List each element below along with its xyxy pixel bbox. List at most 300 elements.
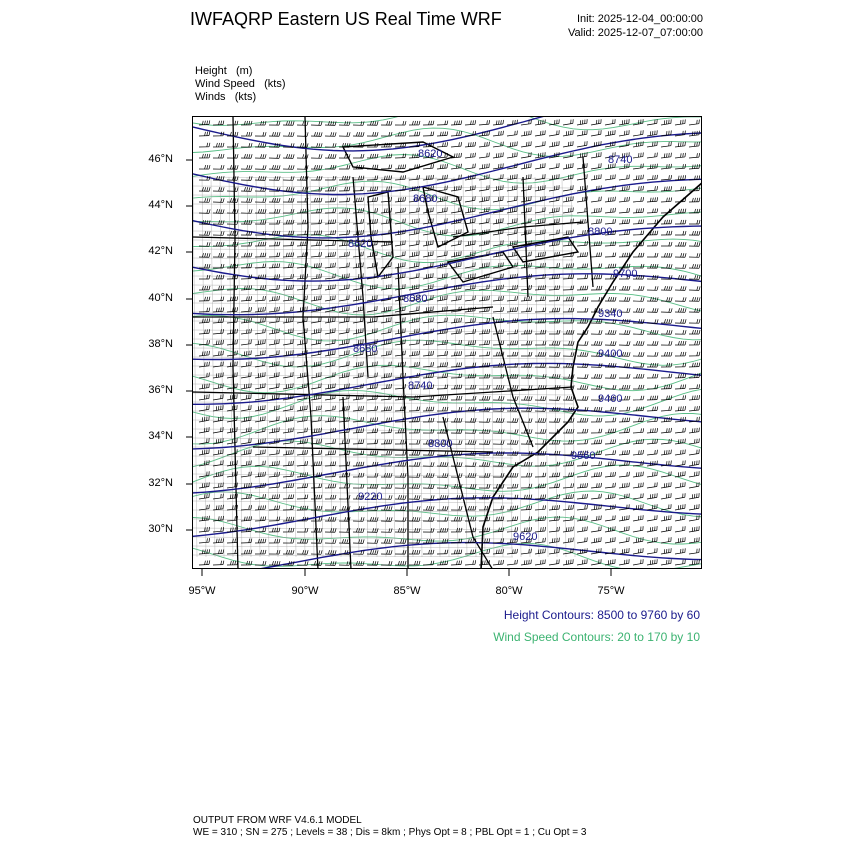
wind-barb-feather <box>613 385 614 389</box>
county-line <box>193 312 573 314</box>
wind-barb-shaft <box>605 145 615 147</box>
wind-barb-feather <box>460 295 462 299</box>
wind-barb <box>339 187 350 191</box>
wind-barb-feather <box>500 120 501 124</box>
wind-barb <box>478 240 490 246</box>
wind-barb <box>479 296 490 301</box>
wind-barb <box>409 351 420 356</box>
wind-barb-feather <box>205 198 206 202</box>
wind-barb <box>325 263 336 268</box>
variable-wind-speed <box>195 78 286 90</box>
wind-barb-feather <box>300 143 301 147</box>
wind-barb-feather <box>671 197 672 201</box>
wind-barb-feather <box>502 274 504 278</box>
wind-barb-feather <box>610 131 612 135</box>
wind-barb-feather <box>286 121 287 125</box>
wind-barb-feather <box>331 187 332 191</box>
wind-barb-feather <box>594 242 595 246</box>
wind-barb-feather <box>669 374 670 378</box>
wind-barb-feather <box>682 164 683 168</box>
wind-barb-feather <box>321 187 322 191</box>
wind-barb <box>381 175 392 180</box>
wind-barb-shaft <box>479 244 489 246</box>
wind-barb <box>675 264 686 268</box>
wind-barb-feather <box>669 363 670 367</box>
wind-barb-feather <box>219 275 220 279</box>
wind-barb-feather <box>526 230 528 234</box>
wind-barb <box>199 132 210 136</box>
wind-barb-shaft <box>479 289 489 290</box>
wind-barb-shaft <box>619 134 629 136</box>
wind-barb <box>352 328 364 334</box>
wind-barb-feather <box>682 120 684 124</box>
wind-barb-feather <box>250 350 252 354</box>
wind-barb-feather <box>335 252 336 256</box>
wind-barb-feather <box>611 275 612 279</box>
wind-barb-shaft <box>619 212 629 213</box>
wind-barb <box>689 253 700 257</box>
wind-barb-feather <box>458 329 459 333</box>
wind-barb <box>633 253 644 257</box>
wind-barb-shaft <box>493 311 503 312</box>
wind-barb-shaft <box>661 168 671 169</box>
wind-barb-feather <box>346 285 348 289</box>
wind-barb <box>633 352 644 356</box>
wind-barb-shaft <box>381 332 391 334</box>
wind-barb-feather <box>258 242 259 246</box>
wind-barb-feather <box>304 252 305 256</box>
wind-barb-feather <box>544 163 546 167</box>
wind-barb <box>576 141 588 147</box>
wind-barb-feather <box>500 219 502 223</box>
wind-barb <box>226 405 238 411</box>
wind-barb <box>282 307 293 312</box>
wind-barb <box>282 328 293 334</box>
wind-barb-feather <box>544 130 546 134</box>
wind-barb-feather <box>221 187 222 191</box>
wind-barb-feather <box>613 330 614 334</box>
wind-barb-feather <box>587 374 588 378</box>
wind-barb <box>478 285 489 290</box>
wind-barb-shaft <box>465 333 475 334</box>
wind-barb-feather <box>319 154 320 158</box>
wind-barb-feather <box>636 242 637 246</box>
wind-barb-shaft <box>311 354 321 356</box>
wind-barb-feather <box>286 253 287 257</box>
wind-barb-feather <box>517 296 518 300</box>
wind-barb-shaft <box>423 244 433 246</box>
wind-barb-feather <box>234 340 235 344</box>
wind-barb-feather <box>360 230 361 234</box>
wind-barb <box>255 165 266 169</box>
wind-barb-feather <box>456 132 457 136</box>
wind-barb-feather <box>321 230 322 234</box>
wind-barb <box>689 153 700 158</box>
wind-barb-feather <box>249 165 250 169</box>
wind-barb-shaft <box>661 123 671 125</box>
wind-barb <box>590 197 601 202</box>
wind-barb-feather <box>685 275 686 279</box>
wind-barb-feather <box>250 383 252 387</box>
wind-barb-feather <box>642 152 644 156</box>
wind-barb <box>283 121 294 125</box>
wind-barb <box>381 373 392 378</box>
wind-barb-feather <box>318 384 320 388</box>
wind-barb-feather <box>668 131 670 135</box>
wind-barb <box>591 264 602 268</box>
wind-barb-feather <box>641 286 642 290</box>
wind-barb-feather <box>516 263 518 267</box>
wind-barb-feather <box>356 296 358 300</box>
wind-barb-shaft <box>549 189 559 191</box>
wind-barb <box>450 251 462 257</box>
wind-barb <box>352 372 363 378</box>
wind-barb-feather <box>640 175 641 179</box>
wind-barb-feather <box>680 142 681 146</box>
wind-barb-feather <box>611 374 612 378</box>
wind-barb-feather <box>415 121 416 125</box>
wind-barb-feather <box>237 132 238 136</box>
wind-barb-feather <box>652 175 653 179</box>
wind-barb-feather <box>626 208 627 212</box>
wind-barb <box>352 252 363 257</box>
wind-barb-feather <box>487 396 488 400</box>
wind-barb <box>423 407 434 411</box>
wind-barb <box>254 394 266 400</box>
wind-barb-feather <box>643 186 644 190</box>
wind-barb <box>381 165 392 169</box>
wind-barb-feather <box>699 153 700 157</box>
wind-barb-feather <box>678 143 679 147</box>
wind-barb-feather <box>216 406 218 410</box>
wind-barb-feather <box>570 120 572 124</box>
wind-barb-feather <box>426 241 428 245</box>
wind-barb-feather <box>587 263 588 267</box>
wind-barb-feather <box>488 142 489 146</box>
wind-barb <box>241 296 252 301</box>
wind-barb-shaft <box>213 355 223 356</box>
wind-barb-shaft <box>647 201 657 202</box>
wind-barb-shaft <box>199 322 209 323</box>
wind-barb-feather <box>346 274 348 278</box>
wind-barb-feather <box>216 275 217 279</box>
wind-barb-feather <box>458 241 460 245</box>
wind-barb <box>241 176 252 180</box>
wind-barb-feather <box>664 319 665 323</box>
wind-barb-feather <box>625 385 626 389</box>
wind-barb-feather <box>556 208 558 212</box>
wind-barb-feather <box>468 241 470 245</box>
wind-barb-feather <box>685 253 686 257</box>
wind-barb-shaft <box>591 212 601 213</box>
wind-barb-feather <box>458 296 460 300</box>
wind-barb-feather <box>456 197 458 201</box>
wind-barb-shaft <box>563 278 573 279</box>
wind-barb <box>661 297 672 301</box>
wind-barb-shaft <box>353 399 363 400</box>
wind-barb-feather <box>377 197 378 201</box>
wind-barb <box>255 318 266 323</box>
wind-barb-feather <box>290 362 292 366</box>
wind-barb-feather <box>697 352 698 356</box>
wind-barb-feather <box>390 317 392 321</box>
wind-barb-feather <box>456 363 457 367</box>
wind-barb-shaft <box>227 300 237 301</box>
wind-barb <box>478 185 490 191</box>
wind-barb-feather <box>624 120 626 124</box>
wind-barb-feather <box>610 242 611 246</box>
wind-barb-feather <box>442 132 443 136</box>
wind-barb <box>353 406 364 411</box>
wind-barb-feather <box>528 142 530 146</box>
wind-barb-feather <box>657 175 658 179</box>
wind-barb <box>675 142 686 147</box>
wind-barb-feather <box>475 396 476 400</box>
wind-barb-feather <box>291 154 292 158</box>
wind-barb-feather <box>237 154 238 158</box>
wind-barb-feather <box>456 153 457 157</box>
wind-barb-feather <box>404 351 406 355</box>
wind-barb-feather <box>432 240 434 244</box>
wind-barb-feather <box>627 253 628 257</box>
wind-barb <box>381 384 392 389</box>
wind-barb-shaft <box>591 256 601 257</box>
wind-barb-feather <box>293 121 294 125</box>
wind-barb <box>422 251 434 257</box>
wind-barb-feather <box>571 308 572 312</box>
wind-barb-feather <box>235 165 236 169</box>
wind-barb-feather <box>277 198 278 202</box>
wind-barb-feather <box>655 352 656 356</box>
wind-barb-feather <box>306 317 308 321</box>
wind-barb-feather <box>528 208 530 212</box>
wind-barb <box>241 307 252 312</box>
wind-barb-shaft <box>325 289 335 290</box>
wind-barb-feather <box>459 396 460 400</box>
wind-barb <box>619 208 630 213</box>
wind-barb-shaft <box>339 354 349 356</box>
wind-barb-feather <box>430 175 431 179</box>
wind-barb <box>381 121 392 125</box>
wind-barb-feather <box>403 121 404 125</box>
wind-barb <box>647 406 658 411</box>
wind-barb <box>478 163 489 169</box>
wind-barb <box>311 132 322 136</box>
wind-barb-feather <box>515 341 516 345</box>
wind-barb-feather <box>279 176 280 180</box>
wind-barb-feather <box>626 120 628 124</box>
wind-barb-feather <box>290 274 291 278</box>
wind-barb-feather <box>515 374 516 378</box>
wind-barb <box>661 319 672 323</box>
wind-barb-feather <box>597 374 598 378</box>
wind-barb-feather <box>459 351 460 355</box>
wind-barb <box>577 308 588 312</box>
wind-barb-feather <box>528 131 530 135</box>
wind-barb-shaft <box>255 398 265 400</box>
wind-barb-feather <box>682 175 683 179</box>
wind-barb-feather <box>209 253 210 257</box>
wind-barb-feather <box>587 297 588 301</box>
variable-unit: (m) <box>235 65 253 77</box>
wind-barb-shaft <box>675 168 685 169</box>
wind-barb-feather <box>685 341 686 345</box>
wind-barb-feather <box>386 351 388 355</box>
wind-barb-feather <box>569 297 570 301</box>
wind-barb-feather <box>566 164 568 168</box>
wind-barb-feather <box>276 340 278 344</box>
wind-barb-shaft <box>689 146 699 147</box>
wind-barb-feather <box>528 175 530 179</box>
wind-barb-feather <box>278 307 279 311</box>
wind-barb-feather <box>418 306 420 310</box>
wind-barb-feather <box>305 209 306 213</box>
wind-barb-feather <box>258 340 260 344</box>
wind-barb <box>619 407 630 411</box>
wind-barb-shaft <box>381 366 391 367</box>
wind-barb-feather <box>471 374 472 378</box>
wind-barb-feather <box>430 318 432 322</box>
wind-barb <box>423 351 434 356</box>
wind-barb-feather <box>669 341 670 345</box>
wind-barb-feather <box>318 296 320 300</box>
wind-barb-feather <box>335 198 336 202</box>
wind-barb-feather <box>572 163 574 167</box>
wind-barb-feather <box>568 142 570 146</box>
wind-barb-feather <box>460 240 462 244</box>
wind-barb-feather <box>272 132 273 136</box>
wind-barb-feather <box>614 174 616 178</box>
wind-barb-feather <box>667 286 668 290</box>
wind-barb-feather <box>697 319 698 323</box>
wind-barb-feather <box>258 209 259 213</box>
wind-barb-feather <box>272 329 274 333</box>
wind-barb-feather <box>582 264 583 268</box>
wind-barb <box>520 141 531 147</box>
wind-barb-shaft <box>367 223 377 224</box>
wind-barb-feather <box>237 198 238 202</box>
wind-barb-feather <box>415 132 416 136</box>
wind-barb-feather <box>664 154 665 158</box>
wind-barb <box>535 352 546 356</box>
wind-barb-feather <box>236 383 238 387</box>
wind-barb-feather <box>373 165 374 169</box>
wind-barb <box>590 119 602 125</box>
wind-barb-shaft <box>325 399 335 400</box>
wind-barb-feather <box>682 142 683 146</box>
wind-barb-feather <box>655 220 656 224</box>
wind-barb-feather <box>652 396 653 400</box>
wind-barb-feather <box>208 362 209 366</box>
wind-barb-shaft <box>465 200 475 202</box>
wind-barb-feather <box>332 252 333 256</box>
wind-barb-feather <box>472 285 474 289</box>
wind-barb-feather <box>237 121 238 125</box>
wind-barb-feather <box>291 242 292 246</box>
wind-barb-feather <box>316 406 318 410</box>
wind-barb-feather <box>250 340 252 344</box>
wind-barb-feather <box>430 230 432 234</box>
wind-barb-feather <box>472 153 473 157</box>
wind-barb-feather <box>274 340 276 344</box>
wind-barb-feather <box>205 154 206 158</box>
wind-barb-feather <box>554 219 556 223</box>
wind-barb-feather <box>664 253 665 257</box>
wind-barb-shaft <box>507 311 517 312</box>
wind-barb-feather <box>244 187 245 191</box>
wind-barb <box>213 143 224 147</box>
wind-barb-feather <box>223 231 224 235</box>
wind-barb-shaft <box>255 322 265 323</box>
wind-barb-shaft <box>521 135 531 136</box>
wind-barb-feather <box>598 175 600 179</box>
wind-barb-feather <box>499 396 500 400</box>
wind-barb-feather <box>433 351 434 355</box>
wind-barb <box>493 307 504 312</box>
wind-barb <box>689 220 700 224</box>
wind-barb-feather <box>430 208 432 212</box>
wind-barb-feather <box>598 219 599 223</box>
wind-barb-feather <box>486 219 488 223</box>
wind-barb <box>199 198 210 202</box>
wind-barb-feather <box>657 341 658 345</box>
wind-barb <box>437 373 448 378</box>
wind-barb-feather <box>344 307 346 311</box>
wind-barb <box>590 130 602 136</box>
wind-barb <box>492 262 503 268</box>
wind-barb-shaft <box>479 344 489 345</box>
wind-barb-feather <box>219 154 220 158</box>
wind-barb-feather <box>223 318 224 322</box>
wind-barb-feather <box>440 165 441 169</box>
wind-barb-feather <box>316 231 317 235</box>
wind-barb-feather <box>512 142 514 146</box>
wind-barb-feather <box>683 395 684 399</box>
wind-barb-feather <box>303 187 304 191</box>
wind-barb-shaft <box>213 387 223 389</box>
wind-barb <box>661 153 672 158</box>
chart-title: IWFAQRP Eastern US Real Time WRF <box>190 9 502 29</box>
wind-barb-feather <box>220 340 221 344</box>
wind-barb <box>633 231 644 235</box>
wind-barb-feather <box>683 374 684 378</box>
wind-barb-feather <box>654 142 656 146</box>
wind-barb <box>591 208 602 213</box>
wind-barb-feather <box>428 351 429 355</box>
wind-barb-shaft <box>353 332 363 334</box>
wind-barb-shaft <box>591 178 601 180</box>
wind-barb-feather <box>516 207 518 211</box>
wind-barb <box>311 165 322 169</box>
wind-barb-feather <box>277 132 278 136</box>
wind-barb-feather <box>305 176 306 180</box>
wind-barb-feather <box>552 142 554 146</box>
wind-barb-feather <box>235 154 236 158</box>
wind-barb-feather <box>625 352 626 356</box>
wind-barb-shaft <box>283 409 293 411</box>
wind-barb-feather <box>597 385 598 389</box>
wind-barb <box>268 328 279 334</box>
wind-barb <box>675 297 686 301</box>
wind-barb-shaft <box>577 267 587 268</box>
wind-barb-feather <box>314 231 315 235</box>
wind-barb-feather <box>580 120 582 124</box>
wind-barb-feather <box>475 120 476 124</box>
wind-barb-feather <box>641 220 642 224</box>
wind-barb-feather <box>544 174 546 178</box>
wind-speed-contour-line <box>193 491 702 517</box>
wind-barb <box>269 132 280 136</box>
